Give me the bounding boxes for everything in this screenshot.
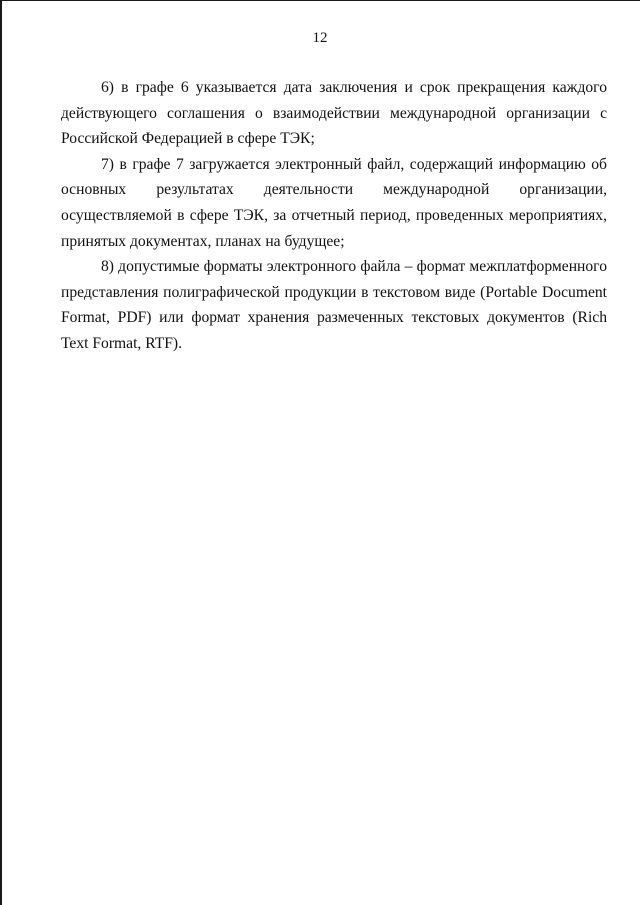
scan-border-top — [0, 0, 640, 1]
paragraph-item-7: 7) в графе 7 загружается электронный файл, содержащий информацию об основных результатах деятельности международной организации, осуществляемой в сфере ТЭК, за отчетный период, проведенных мероприятиях, принятых документах, планах на будущее; — [61, 155, 607, 250]
paragraph-item-6: 6) в графе 6 указывается дата заключения и срок прекращения каждого действующего соглашения о взаимодействии международной организации с Российской Федерацией в сфере ТЭК; — [61, 79, 607, 148]
document-body — [61, 75, 607, 357]
page-number: 12 — [312, 30, 328, 46]
paragraph-item-8: 8) допустимые форматы электронного файла – формат межплатформенного представления полиграфической продукции в текстовом виде (Portable Document Format, PDF) или формат хранения размеченных текстовых документов (Rich Text Format, RTF). — [61, 258, 607, 352]
scan-border-left — [0, 0, 2, 905]
